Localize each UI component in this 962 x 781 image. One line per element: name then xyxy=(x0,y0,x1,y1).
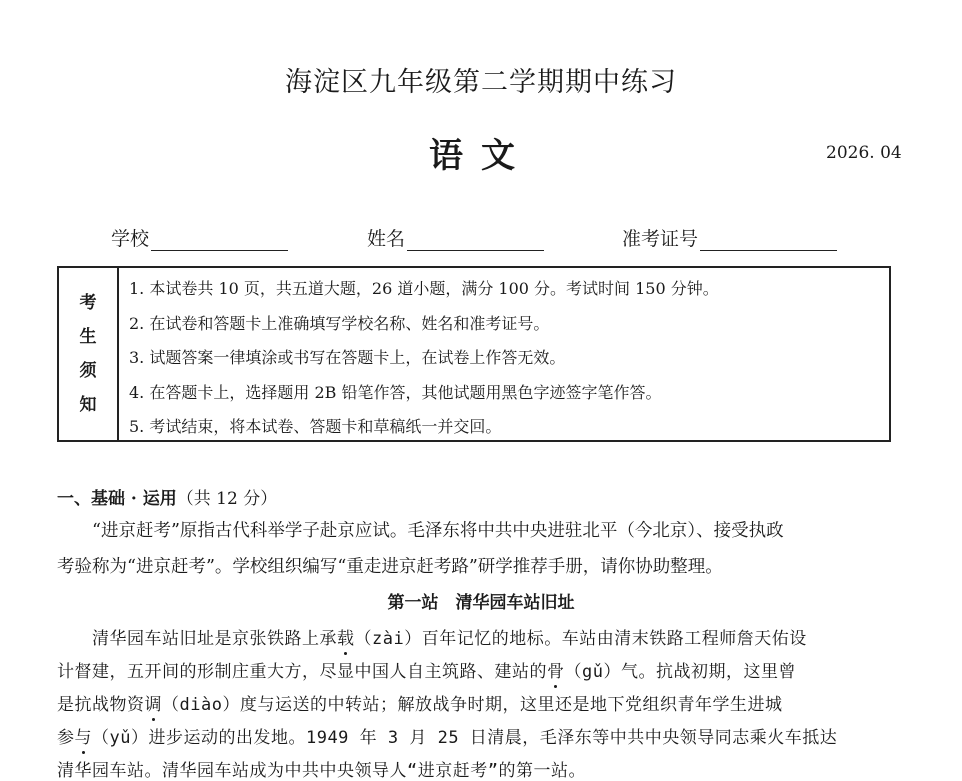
text-run: （gǔ）气。抗战初期，这里曾 xyxy=(564,662,796,682)
exam-id-field xyxy=(622,224,837,251)
notice-box xyxy=(57,266,891,442)
notice-item: 3. 试题答案一律填涂或书写在答题卡上，在试卷上作答无效。 xyxy=(129,348,566,367)
text-run: 是抗战物资 xyxy=(57,695,145,715)
subject-title: 语文 xyxy=(429,136,533,176)
passage-line-1 xyxy=(92,624,932,649)
school-field xyxy=(111,224,288,251)
dotted-char: 与 xyxy=(74,728,92,748)
notice-item: 4. 在答题卡上，选择题用 2B 铅笔作答，其他试题用黑色字迹签字笔作答。 xyxy=(129,382,662,402)
notice-items xyxy=(119,268,889,440)
section-heading xyxy=(57,484,277,509)
text-run: 参 xyxy=(57,728,75,748)
notice-item: 5. 考试结束，将本试卷、答题卡和草稿纸一并交回。 xyxy=(129,417,502,436)
section-title: 一、基础 · 运用 xyxy=(57,489,177,509)
name-blank xyxy=(407,230,544,251)
notice-label-char: 须 xyxy=(79,361,97,381)
intro-line-2: 考验称为“进京赶考”。学校组织编写“重走进京赶考路”研学推荐手册，请你协助整理。 xyxy=(57,557,723,577)
text-run: 计督建，五开间的形制庄重大方，尽显中国人自主筑路、建站的 xyxy=(57,662,547,682)
station-title: 第一站 清华园车站旧址 xyxy=(387,593,575,613)
passage-line-3 xyxy=(57,690,897,715)
text-run: 清华园车站旧址是京张铁路上承 xyxy=(92,629,337,649)
passage-line-2 xyxy=(57,657,897,682)
exam-id-blank xyxy=(700,230,837,251)
school-label: 学校 xyxy=(111,228,150,250)
text-run: （diào）度与运送的中转站；解放战争时期，这里还是地下党组织青年学生进城 xyxy=(162,695,783,715)
dotted-char: 载 xyxy=(337,629,355,649)
dotted-char: 骨 xyxy=(547,662,565,682)
section-points: （共 12 分） xyxy=(176,489,278,509)
intro-line-1: “进京赶考”原指古代科举学子赴京应试。毛泽东将中共中央进驻北平（今北京）、接受执政 xyxy=(92,521,784,541)
exam-title: 海淀区九年级第二学期期中练习 xyxy=(285,67,677,98)
notice-label xyxy=(59,268,119,440)
dotted-char: 调 xyxy=(144,695,162,715)
passage-line-5: 清华园车站。清华园车站成为中共中央领导人“进京赶考”的第一站。 xyxy=(57,761,586,781)
notice-item: 2. 在试卷和答题卡上准确填写学校名称、姓名和准考证号。 xyxy=(129,313,550,333)
notice-item: 1. 本试卷共 10 页，共五道大题，26 道小题，满分 100 分。考试时间 150 分钟。 xyxy=(129,279,719,298)
name-field xyxy=(367,224,544,251)
name-label: 姓名 xyxy=(367,228,406,250)
exam-date: 2026. 04 xyxy=(826,143,902,163)
text-run: （yǔ）进步运动的出发地。1949 年 3 月 25 日清晨，毛泽东等中共中央领导同志乘火车抵达 xyxy=(92,728,838,748)
notice-label-char: 知 xyxy=(79,395,97,415)
school-blank xyxy=(151,230,288,251)
text-run: （zài）百年记忆的地标。车站由清末铁路工程师詹天佑设 xyxy=(354,629,807,649)
passage-line-4 xyxy=(57,723,897,748)
exam-id-label: 准考证号 xyxy=(622,228,699,250)
notice-label-char: 生 xyxy=(79,327,97,347)
notice-label-char: 考 xyxy=(79,293,97,313)
